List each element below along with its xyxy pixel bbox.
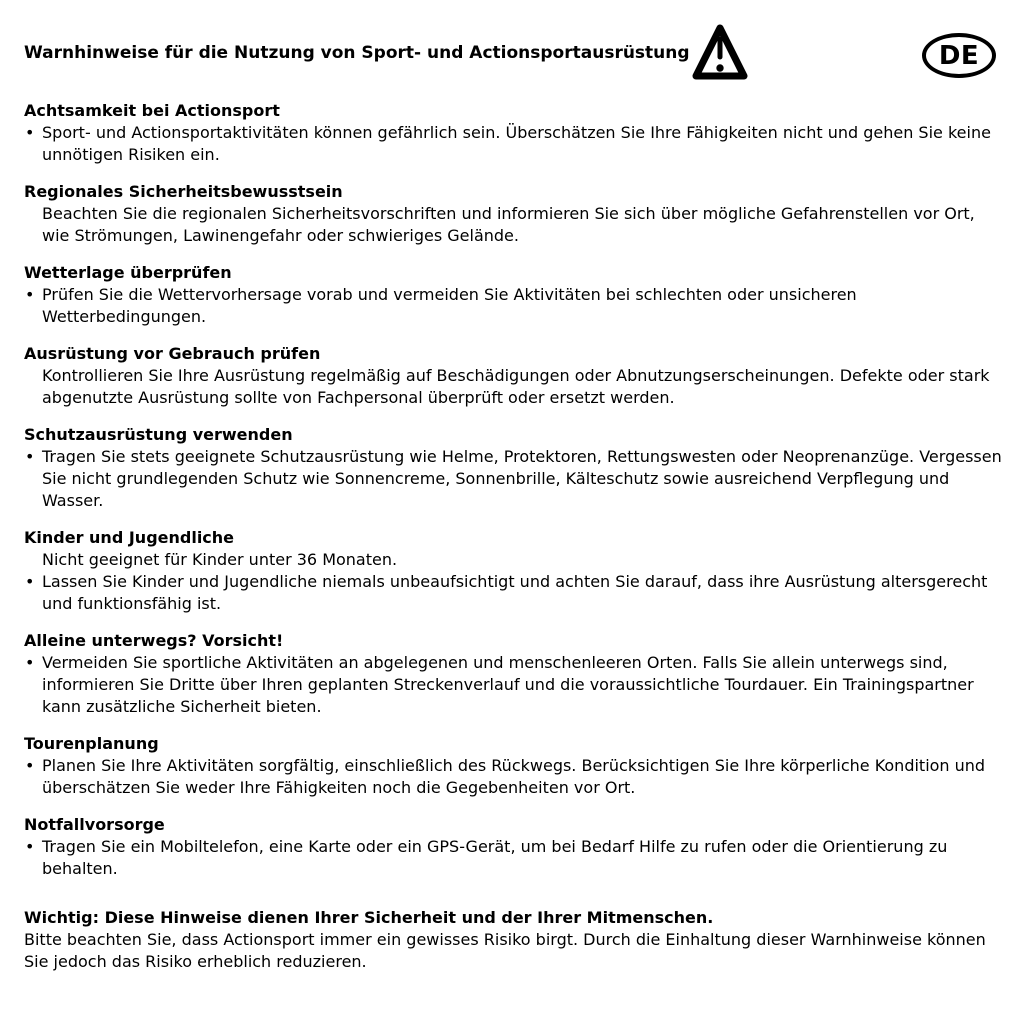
bullet-icon: •: [25, 837, 35, 856]
warning-section: [24, 181, 1006, 247]
section-heading: Kinder und Jugendliche: [24, 528, 235, 547]
warning-section: [24, 424, 1006, 512]
section-heading: Ausrüstung vor Gebrauch prüfen: [24, 344, 321, 363]
warning-section: [24, 733, 1006, 799]
section-heading: Tourenplanung: [24, 734, 159, 753]
section-heading: Wetterlage überprüfen: [24, 263, 232, 282]
item-text: Beachten Sie die regionalen Sicherheitsvorschriften und informieren Sie sich über mögliche Gefahrenstellen vor Ort, wie Strömungen, Lawinengefahr oder schwieriges Gelände.: [42, 204, 975, 245]
warning-section: [24, 343, 1006, 409]
section-heading: Alleine unterwegs? Vorsicht!: [24, 631, 284, 650]
item-text: Sport- und Actionsportaktivitäten können gefährlich sein. Überschätzen Sie Ihre Fähigkeiten nicht und gehen Sie keine unnötigen Risiken ein.: [42, 123, 991, 164]
list-item: [24, 836, 1006, 880]
list-item: [24, 203, 1006, 247]
section-heading: Achtsamkeit bei Actionsport: [24, 101, 280, 120]
list-item: [24, 122, 1006, 166]
warning-section: [24, 262, 1006, 328]
warning-section: [24, 100, 1006, 166]
bullet-icon: •: [25, 447, 35, 466]
item-text: Prüfen Sie die Wettervorhersage vorab und vermeiden Sie Aktivitäten bei schlechten oder unsicheren Wetterbedingungen.: [42, 285, 857, 326]
section-heading: Schutzausrüstung verwenden: [24, 425, 293, 444]
warning-section: [24, 630, 1006, 718]
item-text: Planen Sie Ihre Aktivitäten sorgfältig, einschließlich des Rückwegs. Berücksichtigen Sie Ihre körperliche Kondition und überschätzen Sie weder Ihre Fähigkeiten noch die Gegebenheiten vor Ort.: [42, 756, 986, 797]
section-heading: Notfallvorsorge: [24, 815, 165, 834]
bullet-icon: •: [25, 653, 35, 672]
item-text: Vermeiden Sie sportliche Aktivitäten an abgelegenen und menschenleeren Orten. Falls Sie allein unterwegs sind, informieren Sie Dritte über Ihren geplanten Streckenverlauf und die voraussichtliche Tourdauer. Ein Trainingspartner kann zusätzliche Sicherheit bieten.: [42, 653, 974, 716]
language-badge: [922, 33, 996, 78]
item-text: Lassen Sie Kinder und Jugendliche niemals unbeaufsichtigt und achten Sie darauf, dass ihre Ausrüstung altersgerecht und funktionsfähig ist.: [42, 572, 988, 613]
section-heading: Regionales Sicherheitsbewusstsein: [24, 182, 343, 201]
bullet-icon: •: [25, 572, 35, 591]
list-item: [24, 284, 1006, 328]
list-item: [24, 755, 1006, 799]
document-footer: [0, 907, 1030, 973]
list-item: [24, 365, 1006, 409]
page-title: Warnhinweise für die Nutzung von Sport- und Actionsportausrüstung: [24, 43, 690, 63]
list-item: [24, 446, 1006, 512]
list-item: [24, 652, 1006, 718]
document-header: [0, 0, 1030, 100]
footer-important-heading: Wichtig: Diese Hinweise dienen Ihrer Sicherheit und der Ihrer Mitmenschen.: [24, 908, 714, 927]
item-text: Nicht geeignet für Kinder unter 36 Monaten.: [42, 550, 398, 569]
warning-section: [24, 527, 1006, 615]
warning-section: [24, 814, 1006, 880]
item-text: Kontrollieren Sie Ihre Ausrüstung regelmäßig auf Beschädigungen oder Abnutzungserscheinungen. Defekte oder stark abgenutzte Ausrüstung sollte von Fachpersonal überprüft oder ersetzt werden.: [42, 366, 990, 407]
item-text: Tragen Sie stets geeignete Schutzausrüstung wie Helme, Protektoren, Rettungswesten oder Neoprenanzüge. Vergessen Sie nicht grundlegenden Schutz wie Sonnencreme, Sonnenbrille, Kälteschutz sowie ausreichend Verpflegung und Wasser.: [42, 447, 1002, 510]
footer-text: Bitte beachten Sie, dass Actionsport immer ein gewisses Risiko birgt. Durch die Einhaltung dieser Warnhinweise können Sie jedoch das Risiko erheblich reduzieren.: [24, 930, 986, 971]
language-badge-label: DE: [938, 40, 980, 71]
list-item: [24, 549, 1006, 571]
warnings-list: [0, 100, 1030, 880]
bullet-icon: •: [25, 123, 35, 142]
warning-triangle-icon: [692, 23, 748, 81]
list-item: [24, 571, 1006, 615]
bullet-icon: •: [25, 756, 35, 775]
item-text: Tragen Sie ein Mobiltelefon, eine Karte oder ein GPS-Gerät, um bei Bedarf Hilfe zu rufen oder die Orientierung zu behalten.: [42, 837, 948, 878]
bullet-icon: •: [25, 285, 35, 304]
